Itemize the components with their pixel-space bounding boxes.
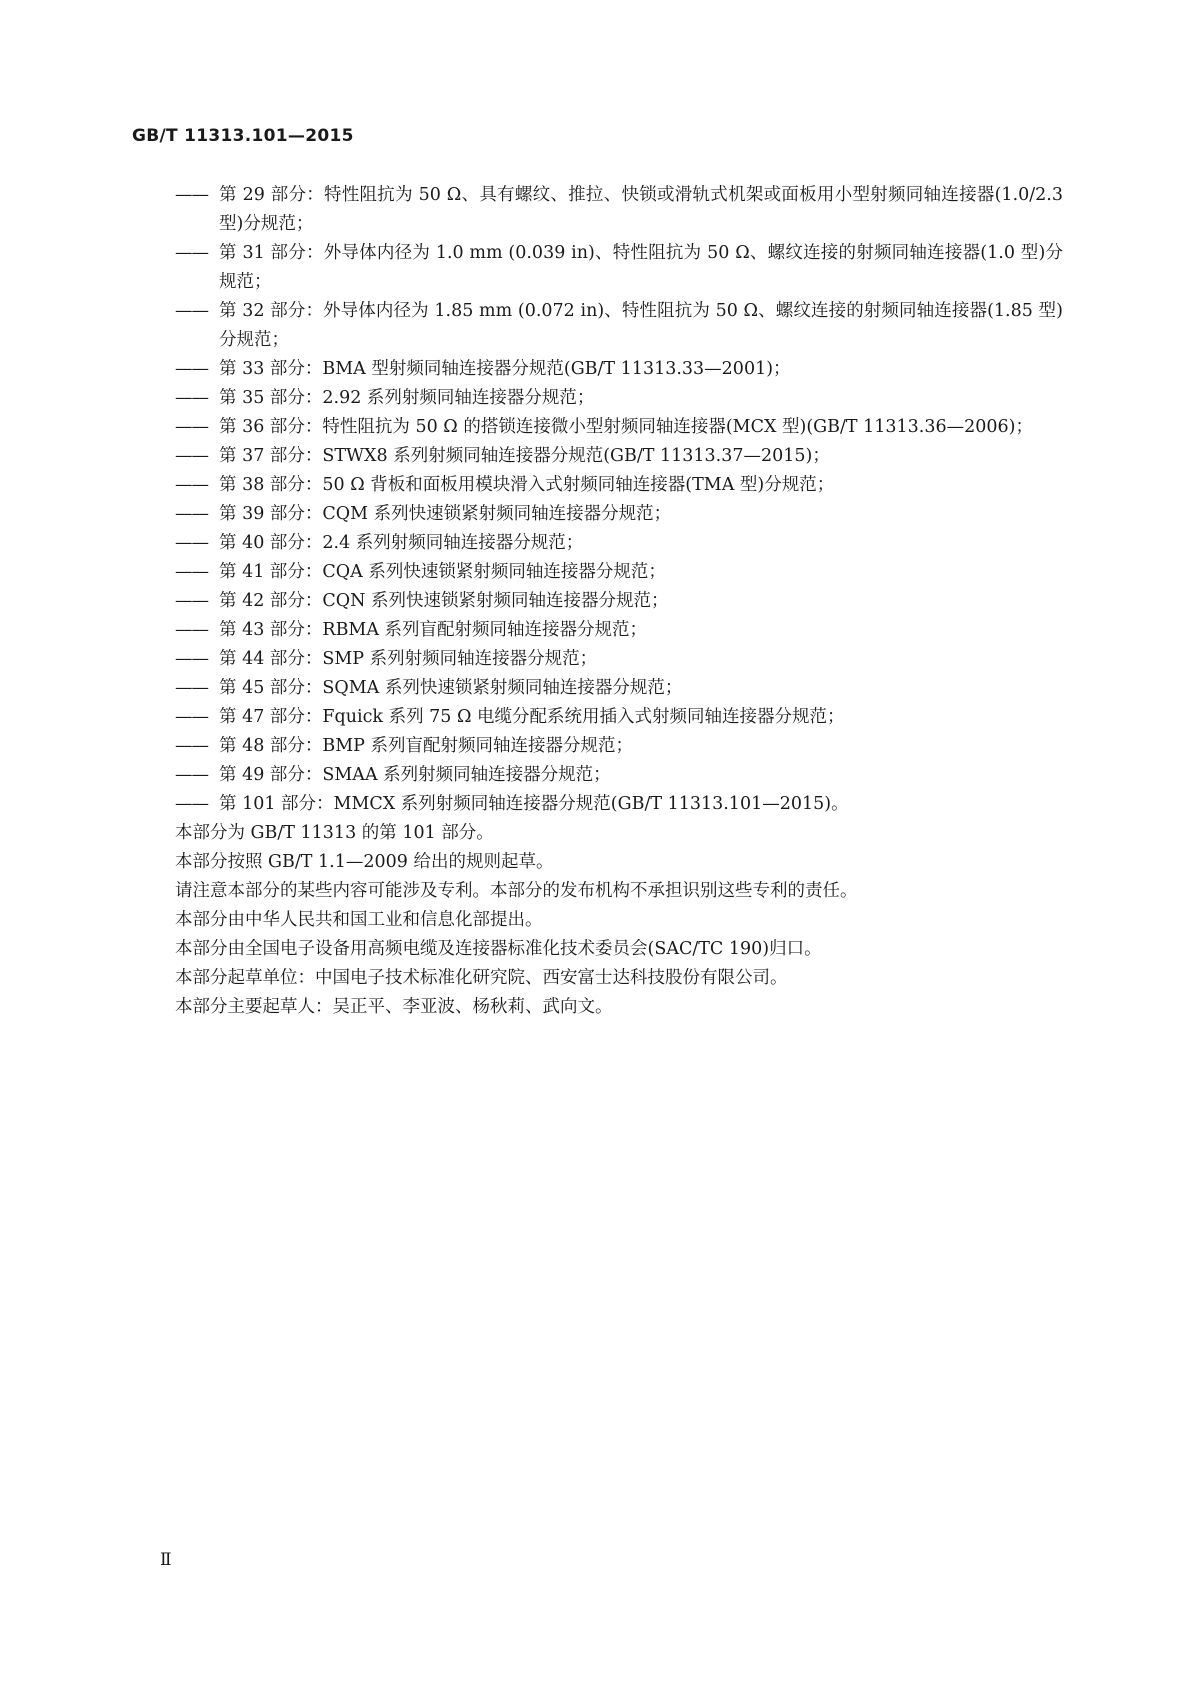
- list-item: [175, 239, 1063, 297]
- list-item: [175, 587, 1063, 616]
- list-dash: ——: [175, 388, 208, 408]
- list-item: [175, 616, 1063, 645]
- parts-list: [175, 181, 1063, 819]
- list-dash: ——: [175, 359, 208, 379]
- list-item: [175, 558, 1063, 587]
- list-item-text: 第 44 部分：SMP 系列射频同轴连接器分规范；: [219, 649, 598, 669]
- list-item: [175, 674, 1063, 703]
- paragraph-part-number: 本部分为 GB/T 11313 的第 101 部分。: [175, 823, 494, 843]
- paragraph-patent-notice: 请注意本部分的某些内容可能涉及专利。本部分的发布机构不承担识别这些专利的责任。: [175, 881, 858, 901]
- list-item: [175, 761, 1063, 790]
- paragraph-committee: 本部分由全国电子设备用高频电缆及连接器标准化技术委员会(SAC/TC 190)归口。: [175, 939, 822, 959]
- list-item: [175, 500, 1063, 529]
- list-dash: ——: [175, 649, 208, 669]
- list-item-text: 第 35 部分：2.92 系列射频同轴连接器分规范；: [219, 388, 595, 408]
- list-item-text: 第 41 部分：CQA 系列快速锁紧射频同轴连接器分规范；: [219, 562, 666, 582]
- list-item: [175, 732, 1063, 761]
- list-dash: ——: [175, 185, 208, 205]
- list-dash: ——: [175, 765, 208, 785]
- paragraph-drafting-units: 本部分起草单位：中国电子技术标准化研究院、西安富士达科技股份有限公司。: [175, 968, 788, 988]
- list-item-text: 第 29 部分：特性阻抗为 50 Ω、具有螺纹、推拉、快锁或滑轨式机架或面板用小型射频同轴连接器(1.0/2.3 型)分规范；: [219, 185, 1063, 234]
- list-dash: ——: [175, 243, 208, 263]
- list-dash: ——: [175, 533, 208, 553]
- list-item-text: 第 49 部分：SMAA 系列射频同轴连接器分规范；: [219, 765, 611, 785]
- list-item-text: 第 32 部分：外导体内径为 1.85 mm (0.072 in)、特性阻抗为 50 Ω、螺纹连接的射频同轴连接器(1.85 型)分规范；: [219, 301, 1063, 350]
- list-item: [175, 790, 1063, 819]
- list-item-text: 第 36 部分：特性阻抗为 50 Ω 的搭锁连接微小型射频同轴连接器(MCX 型)(GB/T 11313.36—2006)；: [219, 417, 1034, 437]
- list-item: [175, 703, 1063, 732]
- list-dash: ——: [175, 620, 208, 640]
- list-dash: ——: [175, 678, 208, 698]
- list-dash: ——: [175, 794, 208, 814]
- list-item-text: 第 39 部分：CQM 系列快速锁紧射频同轴连接器分规范；: [219, 504, 672, 524]
- list-item-text: 第 38 部分：50 Ω 背板和面板用模块滑入式射频同轴连接器(TMA 型)分规范；: [219, 475, 835, 495]
- paragraph-proposer: 本部分由中华人民共和国工业和信息化部提出。: [175, 910, 543, 930]
- list-item-text: 第 45 部分：SQMA 系列快速锁紧射频同轴连接器分规范；: [219, 678, 683, 698]
- list-item: [175, 645, 1063, 674]
- list-item-text: 第 101 部分：MMCX 系列射频同轴连接器分规范(GB/T 11313.101—2015)。: [219, 794, 849, 814]
- list-item: [175, 442, 1063, 471]
- list-dash: ——: [175, 707, 208, 727]
- list-dash: ——: [175, 591, 208, 611]
- list-dash: ——: [175, 417, 208, 437]
- list-dash: ——: [175, 475, 208, 495]
- list-dash: ——: [175, 504, 208, 524]
- paragraph-drafters: 本部分主要起草人：吴正平、李亚波、杨秋莉、武向文。: [175, 997, 613, 1017]
- list-item: [175, 297, 1063, 355]
- list-item-text: 第 47 部分：Fquick 系列 75 Ω 电缆分配系统用插入式射频同轴连接器分规范；: [219, 707, 845, 727]
- list-item-text: 第 33 部分：BMA 型射频同轴连接器分规范(GB/T 11313.33—2001)；: [219, 359, 791, 379]
- list-item: [175, 471, 1063, 500]
- list-item: [175, 529, 1063, 558]
- list-dash: ——: [175, 562, 208, 582]
- list-item-text: 第 43 部分：RBMA 系列盲配射频同轴连接器分规范；: [219, 620, 648, 640]
- list-item-text: 第 31 部分：外导体内径为 1.0 mm (0.039 in)、特性阻抗为 50 Ω、螺纹连接的射频同轴连接器(1.0 型)分规范；: [219, 243, 1063, 292]
- list-dash: ——: [175, 446, 208, 466]
- paragraph-drafting-rules: 本部分按照 GB/T 1.1—2009 给出的规则起草。: [175, 852, 554, 872]
- list-dash: ——: [175, 301, 208, 321]
- list-item-text: 第 42 部分：CQN 系列快速锁紧射频同轴连接器分规范；: [219, 591, 669, 611]
- list-item: [175, 384, 1063, 413]
- list-item-text: 第 40 部分：2.4 系列射频同轴连接器分规范；: [219, 533, 584, 553]
- list-dash: ——: [175, 736, 208, 756]
- document-body: [175, 181, 1063, 1022]
- list-item-text: 第 48 部分：BMP 系列盲配射频同轴连接器分规范；: [219, 736, 634, 756]
- page-number: Ⅱ: [160, 1550, 172, 1570]
- list-item: [175, 355, 1063, 384]
- list-item: [175, 181, 1063, 239]
- list-item-text: 第 37 部分：STWX8 系列射频同轴连接器分规范(GB/T 11313.37—2015)；: [219, 446, 830, 466]
- standard-number-header: GB/T 11313.101—2015: [132, 126, 354, 146]
- list-item: [175, 413, 1063, 442]
